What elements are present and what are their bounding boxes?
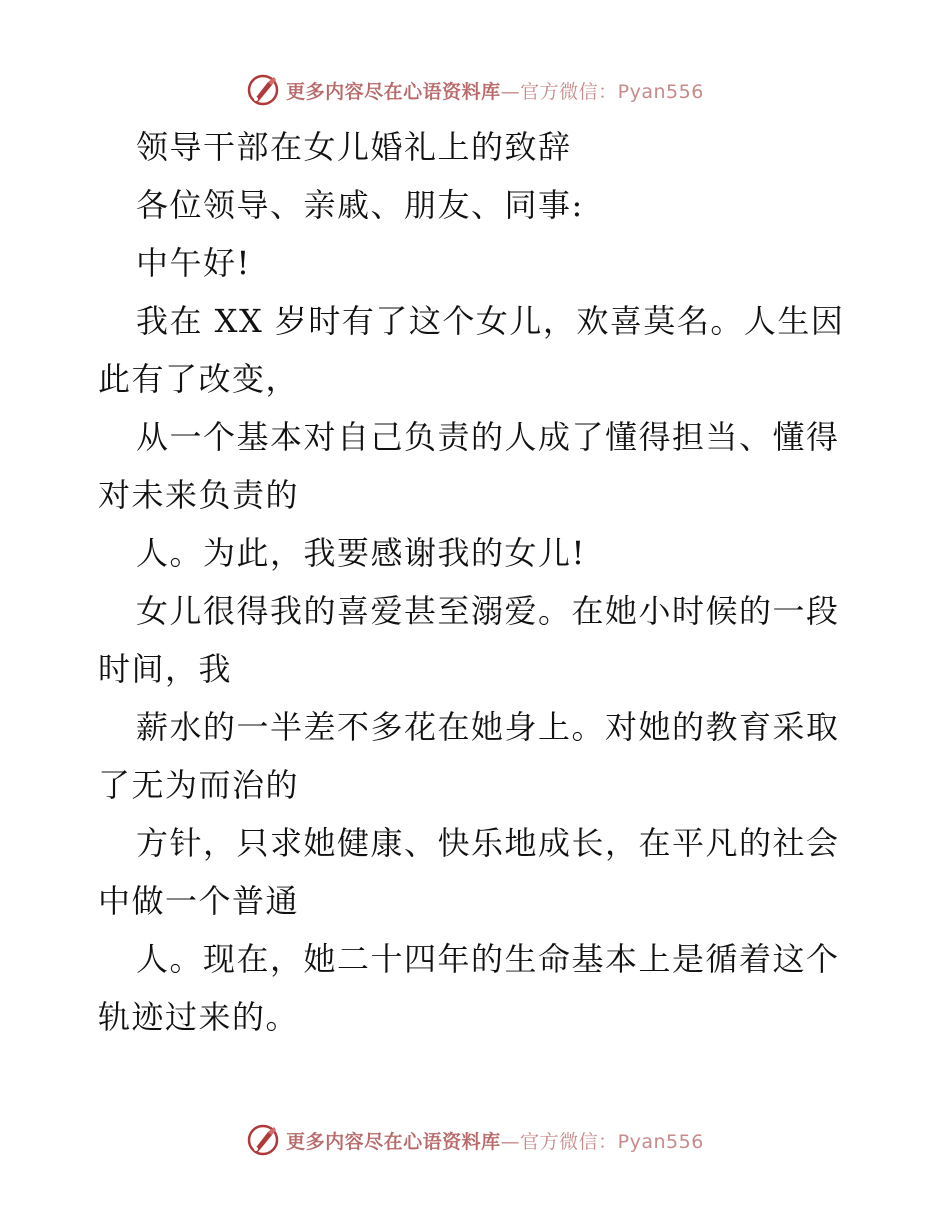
footer-banner-text (286, 1127, 704, 1154)
header-wechat-text: —官方微信：Pyan556 (500, 80, 704, 103)
header-site-text: 更多内容尽在心语资料库 (286, 80, 501, 103)
paragraph: 人。现在，她二十四年的生命基本上是循着这个轨迹过来的。 (98, 940, 840, 1036)
paragraph: 薪水的一半差不多花在她身上。对她的教育采取了无为而治的 (98, 708, 840, 804)
footer-wechat-text: —官方微信：Pyan556 (500, 1130, 704, 1153)
header-banner-text (286, 77, 704, 104)
paragraph: 女儿很得我的喜爱甚至溺爱。在她小时候的一段时间，我 (98, 592, 840, 688)
footer-banner (0, 1120, 950, 1160)
footer-site-text: 更多内容尽在心语资料库 (286, 1130, 501, 1153)
quill-pen-logo-icon (246, 73, 280, 107)
quill-pen-logo-icon (246, 1123, 280, 1157)
salutation: 各位领导、亲戚、朋友、同事: (136, 186, 584, 224)
document-title: 领导干部在女儿婚礼上的致辞 (136, 128, 572, 166)
paragraph: 方针，只求她健康、快乐地成长，在平凡的社会中做一个普通 (98, 824, 840, 920)
greeting: 中午好! (136, 244, 251, 282)
header-banner (0, 70, 950, 110)
paragraph: 从一个基本对自己负责的人成了懂得担当、懂得对未来负责的 (98, 418, 840, 514)
paragraph: 我在 XX 岁时有了这个女儿，欢喜莫名。人生因此有了改变， (98, 302, 845, 398)
paragraph: 人。为此，我要感谢我的女儿! (136, 534, 586, 572)
document-body (98, 118, 858, 1046)
